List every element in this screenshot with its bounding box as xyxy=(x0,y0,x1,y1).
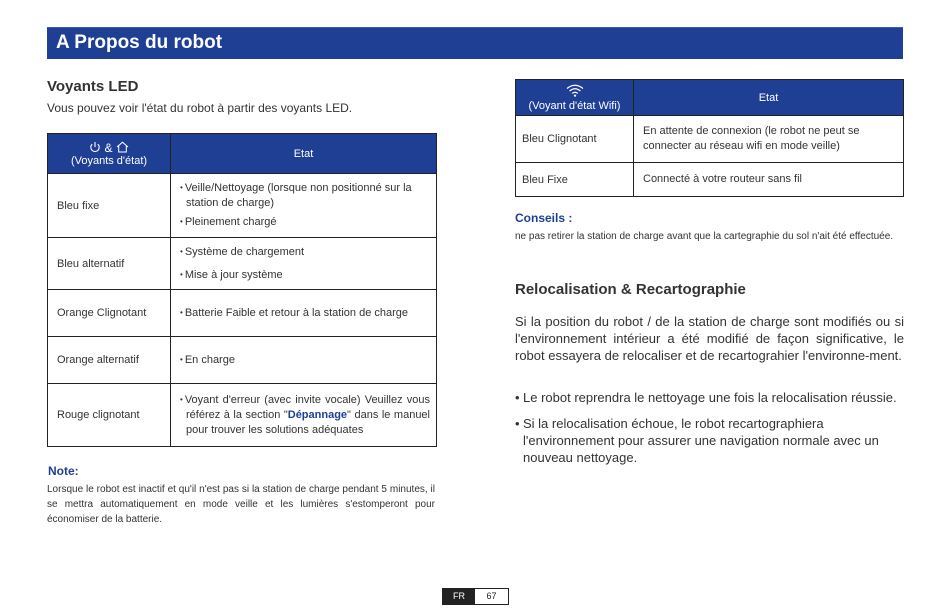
note-title: Note: xyxy=(48,464,79,478)
depannage-link-text: Dépannage xyxy=(287,408,348,421)
row-label: Bleu fixe xyxy=(48,174,171,238)
row-label: Rouge clignotant xyxy=(48,384,171,447)
led-table-header-right: Etat xyxy=(171,134,437,174)
page-number: 67 xyxy=(486,591,497,601)
row-label: Bleu Clignotant xyxy=(516,116,634,163)
reloc-bullet: • Le robot reprendra le nettoyage une fois la relocalisation réussie. xyxy=(515,390,897,405)
power-icon xyxy=(89,141,101,153)
row-item: • Veille/Nettoyage (lorsque non positionné sur la station de charge) xyxy=(178,181,430,211)
led-table xyxy=(47,133,437,447)
wifi-table xyxy=(515,79,904,197)
wifi-table-header-left xyxy=(516,80,634,116)
wifi-icon xyxy=(566,84,584,97)
table-row xyxy=(48,290,437,337)
reloc-paragraph: Si la position du robot / de la station de charge sont modifiés ou si l'environnement intérieur a été modifié de façon significative, le robot essayera de relocaliser et de recartograhier l'environne-ment. xyxy=(515,314,904,363)
row-state: En attente de connexion (le robot ne peut se connecter au réseau wifi en mode veille) xyxy=(634,116,904,163)
row-item: • Voyant d'erreur (avec invite vocale) Veuillez vous référez à la section "Dépannage" dans le manuel pour trouver les solutions adéquates xyxy=(178,393,430,438)
row-item: • Pleinement chargé xyxy=(178,215,430,230)
page-title-bar xyxy=(47,27,903,59)
header-left-label: (Voyants d'état) xyxy=(70,154,148,167)
reloc-bullet: • Si la relocalisation échoue, le robot recartographiera l'environnement pour assurer une navigation normale avec un nouveau nettoyage. xyxy=(515,416,879,465)
page-title: A Propos du robot xyxy=(56,32,223,53)
row-label: Bleu Fixe xyxy=(516,163,634,197)
conseils-text: ne pas retirer la station de charge avant que la cartegraphie du sol n'ait été effectuée. xyxy=(515,231,894,242)
led-table-header-left xyxy=(48,134,171,174)
header-amp: & xyxy=(104,140,113,155)
table-row xyxy=(48,384,437,447)
conseils-title: Conseils : xyxy=(515,211,573,225)
page-footer xyxy=(442,588,509,605)
table-row xyxy=(516,163,904,197)
row-item: • Batterie Faible et retour à la station de charge xyxy=(178,306,430,321)
row-label: Orange alternatif xyxy=(48,337,171,384)
wifi-header-left-label: (Voyant d'état Wifi) xyxy=(528,99,621,112)
note-text: Lorsque le robot est inactif et qu'il n'est pas si la station de charge pendant 5 minutes, il se mettra automatiquement en mode veille et les lumières s'estomperont pour économiser de la batterie. xyxy=(47,484,435,525)
led-intro: Vous pouvez voir l'état du robot à partir des voyants LED. xyxy=(47,101,353,115)
table-row xyxy=(48,337,437,384)
home-icon xyxy=(116,141,129,153)
wifi-table-header-right: Etat xyxy=(634,80,904,116)
reloc-heading: Relocalisation & Recartographie xyxy=(515,281,746,298)
row-item: • Système de chargement xyxy=(178,245,430,260)
led-heading: Voyants LED xyxy=(47,78,139,95)
row-item: • Mise à jour système xyxy=(178,268,430,283)
row-label: Orange Clignotant xyxy=(48,290,171,337)
table-row xyxy=(48,174,437,238)
row-item: • En charge xyxy=(178,353,430,368)
row-label: Bleu alternatif xyxy=(48,238,171,290)
table-row xyxy=(516,116,904,163)
table-row xyxy=(48,238,437,290)
footer-lang: FR xyxy=(443,589,475,604)
row-state: Connecté à votre routeur sans fil xyxy=(634,163,904,197)
